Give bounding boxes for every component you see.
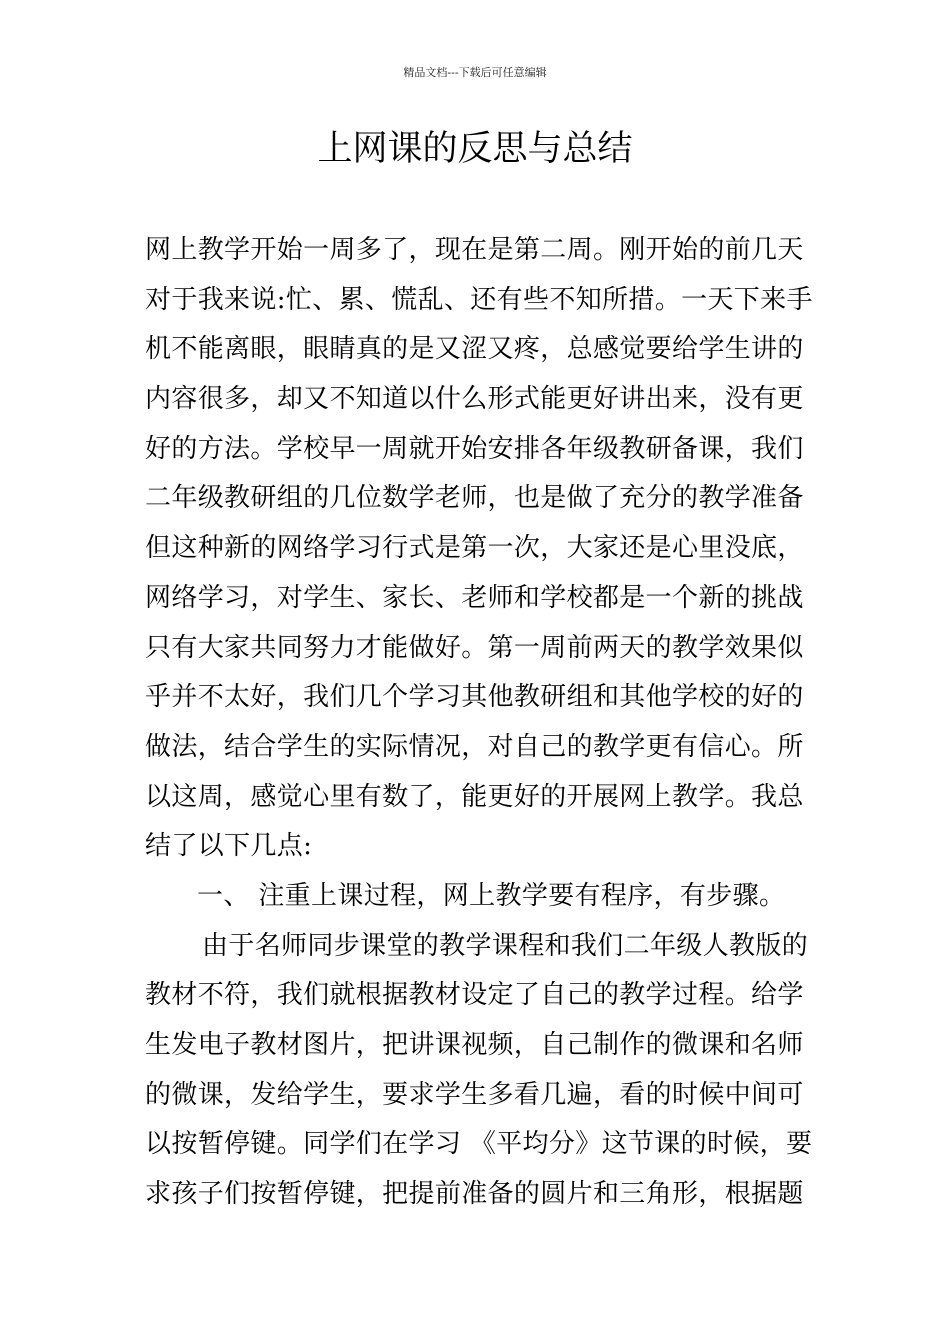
text-line: 由于名师同步课堂的教学课程和我们二年级人教版的 bbox=[202, 930, 809, 961]
header-note: 精品文档---下载后可任意编辑 bbox=[403, 66, 547, 79]
text-line: 做法，结合学生的实际情况，对自己的教学更有信心。所 bbox=[145, 731, 804, 762]
text-line: 机不能离眼，眼睛真的是又涩又疼，总感觉要给学生讲的 bbox=[145, 334, 804, 365]
text-line: 结了以下几点: bbox=[145, 831, 313, 862]
text-line: 好的方法。学校早一周就开始安排各年级教研备课，我们 bbox=[145, 433, 804, 464]
text-line: 求孩子们按暂停键，把提前准备的圆片和三角形，根据题 bbox=[145, 1179, 804, 1210]
text-line: 以这周，感觉心里有数了，能更好的开展网上教学。我总 bbox=[145, 781, 804, 812]
text-line: 内容很多，却又不知道以什么形式能更好讲出来，没有更 bbox=[145, 384, 804, 415]
text-line: 二年级教研组的几位数学老师，也是做了充分的教学准备 bbox=[145, 483, 804, 514]
text-line: 网络学习，对学生、家长、老师和学校都是一个新的挑战 bbox=[145, 582, 804, 613]
text-line: 只有大家共同努力才能做好。第一周前两天的教学效果似 bbox=[145, 632, 804, 663]
text-line: 以按暂停键。同学们在学习 《平均分》这节课的时候，要 bbox=[145, 1129, 813, 1160]
text-line: 乎并不太好，我们几个学习其他教研组和其他学校的好的 bbox=[145, 682, 804, 713]
text-line: 但这种新的网络学习行式是第一次，大家还是心里没底， bbox=[145, 533, 804, 564]
text-line: 生发电子教材图片，把讲课视频，自己制作的微课和名师 bbox=[145, 1030, 804, 1060]
document-title: 上网课的反思与总结 bbox=[317, 129, 633, 169]
text-line: 的微课，发给学生，要求学生多看几遍，看的时候中间可 bbox=[145, 1079, 804, 1110]
text-line: 教材不符，我们就根据教材设定了自己的教学过程。给学 bbox=[145, 980, 804, 1011]
section-heading: 一、 注重上课过程，网上教学要有程序，有步骤。 bbox=[197, 880, 786, 911]
text-line: 对于我来说:忙、累、慌乱、还有些不知所措。一天下来手 bbox=[145, 284, 813, 315]
body-text bbox=[145, 226, 815, 1220]
text-line: 网上教学开始一周多了，现在是第二周。刚开始的前几天 bbox=[145, 235, 804, 265]
